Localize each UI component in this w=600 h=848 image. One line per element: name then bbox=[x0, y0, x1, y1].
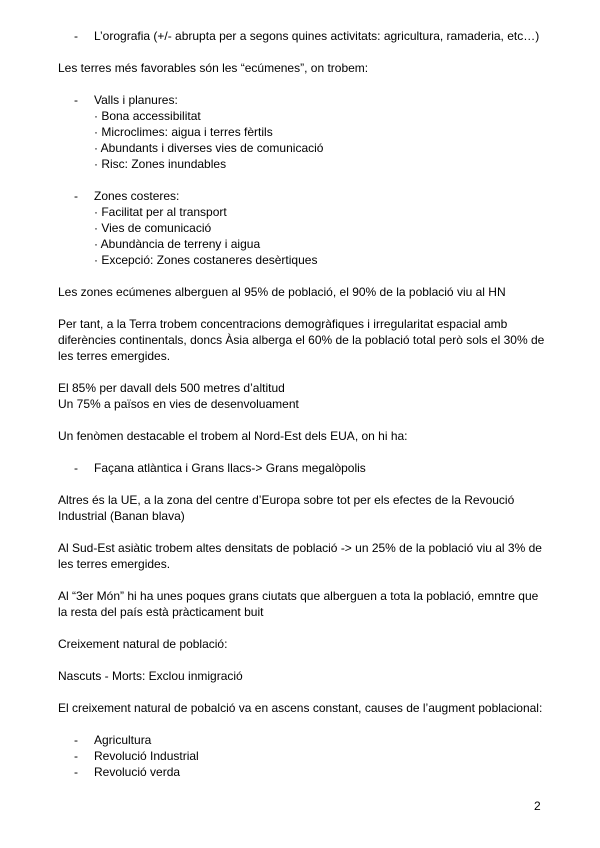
cause-revolucio-verda: Revolució verda bbox=[94, 765, 181, 779]
ecumenes-heading: Les terres més favorables són les “ecúmenes”, on trobem: bbox=[58, 61, 369, 75]
dash-bullet: - bbox=[74, 93, 78, 107]
paragraph-per-tant: Per tant, a la Terra trobem concentracions demogràfiques i irregularitat espacial amb diferències continentals, doncs Àsia alberga el 60% de la població total però sols el 30% de les terres emergides. bbox=[58, 317, 545, 363]
list-item bbox=[58, 460, 548, 476]
paragraph-desenvolupament: Un 75% a països en vies de desenvoluament bbox=[58, 397, 299, 411]
page-number: 2 bbox=[534, 799, 541, 813]
dash-bullet: - bbox=[74, 733, 78, 747]
dash-bullet: - bbox=[74, 189, 78, 203]
sub-list-item: · Facilitat per al transport bbox=[94, 205, 227, 219]
megalopolis-bullet-text: Façana atlàntica i Grans llacs-> Grans megalòpolis bbox=[94, 461, 366, 475]
sub-list-item: · Bona accessibilitat bbox=[94, 109, 201, 123]
dash-bullet: - bbox=[74, 749, 78, 763]
paragraph-nord-est: Un fenòmen destacable el trobem al Nord-Est dels EUA, on hi ha: bbox=[58, 429, 408, 443]
list-item bbox=[58, 28, 548, 44]
dash-bullet: - bbox=[74, 29, 78, 43]
paragraph-sud-est: Al Sud-Est asiàtic trobem altes densitats de població -> un 25% de la població viu al 3% de les terres emergides. bbox=[58, 541, 542, 571]
paragraph-altitud: El 85% per davall dels 500 metres d’altitud bbox=[58, 381, 285, 395]
sub-list-item: · Abundants i diverses vies de comunicació bbox=[94, 141, 324, 155]
cause-revolucio-industrial: Revolució Industrial bbox=[94, 749, 199, 763]
dash-bullet: - bbox=[74, 765, 78, 779]
list-item bbox=[58, 188, 548, 204]
sub-list-item: · Abundància de terreny i aigua bbox=[94, 237, 261, 251]
paragraph-tercer-mon: Al “3er Món” hi ha unes poques grans ciutats que alberguen a tota la població, emntre que la resta del país està pràcticament buit bbox=[58, 589, 539, 619]
orography-bullet-text: L’orografia (+/- abrupta per a segons quines activitats: agricultura, ramaderia, etc…) bbox=[94, 29, 540, 43]
paragraph-ecumenes: Les zones ecúmenes alberguen al 95% de població, el 90% de la població viu al HN bbox=[58, 285, 506, 299]
paragraph-nascuts: Nascuts - Morts: Exclou inmigració bbox=[58, 669, 243, 683]
sub-list-item: · Excepció: Zones costaneres desèrtiques bbox=[94, 253, 318, 267]
cause-agricultura: Agricultura bbox=[94, 733, 152, 747]
list-item bbox=[58, 732, 548, 748]
paragraph-creixement: Creixement natural de població: bbox=[58, 637, 228, 651]
list-item bbox=[58, 748, 548, 764]
paragraph-ue: Altres és la UE, a la zona del centre d’Europa sobre tot per els efectes de la Revoució Industrial (Banan blava) bbox=[58, 493, 515, 523]
paragraph-ascens: El creixement natural de pobalció va en ascens constant, causes de l’augment poblacional: bbox=[58, 701, 543, 715]
list-item bbox=[58, 92, 548, 108]
document-body bbox=[58, 28, 548, 780]
sub-list-item: · Microclimes: aigua i terres fèrtils bbox=[94, 125, 273, 139]
list-item bbox=[58, 764, 548, 780]
dash-bullet: - bbox=[74, 461, 78, 475]
costeres-label: Zones costeres: bbox=[94, 189, 180, 203]
sub-list-item: · Risc: Zones inundables bbox=[94, 157, 227, 171]
sub-list-item: · Vies de comunicació bbox=[94, 221, 212, 235]
valls-label: Valls i planures: bbox=[94, 93, 178, 107]
